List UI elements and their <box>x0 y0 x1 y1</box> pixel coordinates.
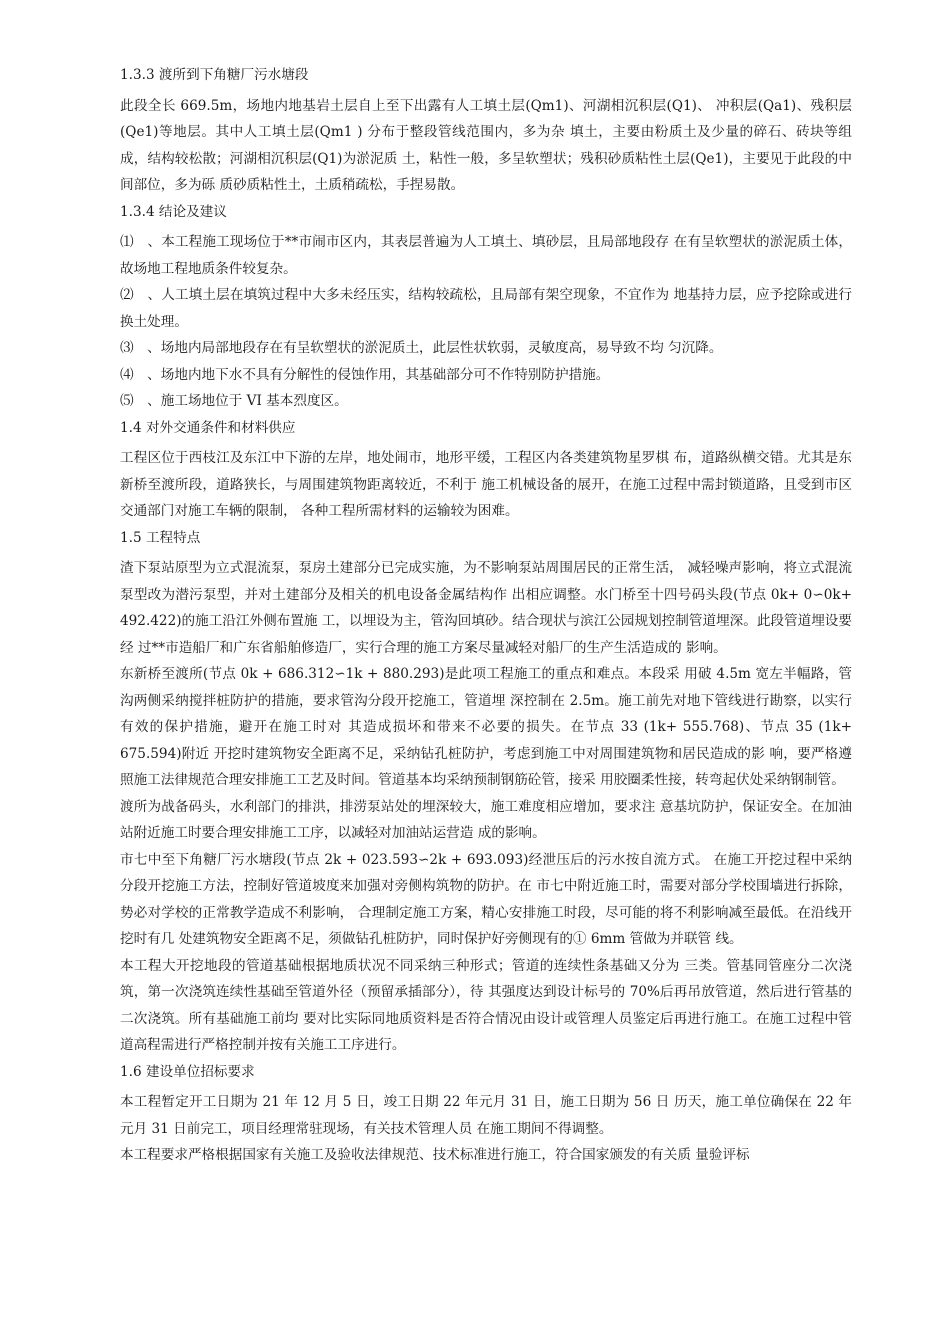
paragraph: 东新桥至渡所(节点 0k + 686.312∽1k + 880.293)是此项工程施工的重点和难点。本段采 用破 4.5m 宽左半幅路，管沟两侧采纳搅拌桩防护的措施，要求管沟分段开挖施工，管道埋 深控制在 2.5m。施工前先对地下管线进行勘察，以实行有效的保护措施，避开在施工时对 其造成损坏和带来不必要的损失。在节点 33 (1k+ 555.768)、节点 35 (1k+ 675.594)附近 开挖时建筑物安全距离不足，采纳钻孔桩防护，考虑到施工中对周围建筑物和居民造成的影 响，要严格遵照施工法律规范合理安排施工工艺及时间。管道基本均采纳预制钢筋砼管，接采 用胶圈柔性接，转弯起伏处采纳钢制管。 <box>120 666 852 788</box>
list-item: ⑷ 、场地内地下水不具有分解性的侵蚀作用，其基础部分可不作特别防护措施。 <box>120 366 610 383</box>
paragraph: 渡所为战备码头，水利部门的排洪，排涝泵站处的埋深较大，施工难度相应增加，要求注 意基坑防护，保证安全。在加油站附近施工时要合理安排施工工序，以减轻对加油站运营造 成的影响。 <box>120 798 852 841</box>
section-heading: 1.3.4 结论及建议 <box>120 203 227 220</box>
paragraph: 此段全长 669.5m，场地内地基岩土层自上至下出露有人工填土层(Qm1)、河湖相沉积层(Q1)、 冲积层(Qa1)、残积层(Qe1)等地层。其中人工填土层(Qm1 ) 分布于整段管线范围内，多为杂 填土，主要由粉质土及少量的碎石、砖块等组成，结构较松散；河湖相沉积层(Q1)为淤泥质 土，粘性一般，多呈软塑状；残积砂质粘性土层(Qe1)，主要见于此段的中间部位，多为砾 质砂质粘性土，土质稍疏松，手捏易散。 <box>120 97 852 193</box>
paragraph: 本工程大开挖地段的管道基础根据地质状况不同采纳三种形式；管道的连续性条基础又分为 三类。管基同管座分二次浇筑，第一次浇筑连续性基础至管道外径（预留承插部分），待 其强度达到设计标号的 70%后再吊放管道，然后进行管基的二次浇筑。所有基础施工前均 要对比实际同地质资料是否符合情况由设计或管理人员鉴定后再进行施工。在施工过程中管 道高程需进行严格控制并按有关施工工序进行。 <box>120 957 852 1053</box>
section-heading: 1.4 对外交通条件和材料供应 <box>120 419 296 436</box>
list-item: ⑸ 、施工场地位于 VI 基本烈度区。 <box>120 393 348 409</box>
paragraph: 工程区位于西枝江及东江中下游的左岸，地处闹市，地形平缓，工程区内各类建筑物星罗棋 布，道路纵横交错。尤其是东新桥至渡所段，道路狭长，与周围建筑物距离较近，不利于 施工机械设备的展开，在施工过程中需封锁道路，且受到市区交通部门对施工车辆的限制， 各种工程所需材料的运输较为困难。 <box>120 450 852 519</box>
section-1-4 <box>120 415 852 525</box>
document-page <box>120 62 852 1169</box>
list-item: ⑶ 、场地内局部地段存在有呈软塑状的淤泥质土，此层性状软弱，灵敏度高，易导致不均 匀沉降。 <box>120 340 723 356</box>
section-heading: 1.6 建设单位招标要求 <box>120 1063 255 1080</box>
section-1-3-3 <box>120 62 852 199</box>
paragraph: 市七中至下角糖厂污水塘段(节点 2k + 023.593∽2k + 693.093)经泄压后的污水按自流方式。 在施工开挖过程中采纳分段开挖施工方法，控制好管道坡度来加强对旁侧构筑物的防护。在 市七中附近施工时，需要对部分学校围墙进行拆除，势必对学校的正常教学造成不利影响， 合理制定施工方案，精心安排施工时段，尽可能的将不利影响减至最低。在沿线开挖时有几 处建筑物安全距离不足，须做钻孔桩防护，同时保护好旁侧现有的① 6mm 管做为并联管 线。 <box>120 851 852 947</box>
paragraph: 本工程要求严格根据国家有关施工及验收法律规范、技术标准进行施工，符合国家颁发的有关质 量验评标 <box>120 1147 750 1163</box>
list-item: ⑵ 、人工填土层在填筑过程中大多未经压实，结构较疏松，且局部有架空现象，不宜作为 地基持力层，应予挖除或进行换土处理。 <box>120 287 852 330</box>
section-heading: 1.5 工程特点 <box>120 529 201 546</box>
section-heading: 1.3.3 渡所到下角糖厂污水塘段 <box>120 67 309 83</box>
section-1-5 <box>120 525 852 1059</box>
paragraph: 渣下泵站原型为立式混流泵，泵房土建部分已完成实施，为不影响泵站周围居民的正常生活， 减轻噪声影响，将立式混流泵型改为潜污泵型，并对土建部分及相关的机电设备金属结构作 出相应调整。水门桥至十四号码头段(节点 0k+ 0∽0k+ 492.422)的施工沿江外侧布置施 工，以埋设为主，管沟回填砂。结合现状与滨江公园规划控制管道埋深。此段管道埋设要经 过**市造船厂和广东省船舶修造厂，实行合理的施工方案尽量减轻对船厂的生产生活造成的 影响。 <box>120 560 852 656</box>
paragraph: 本工程暂定开工日期为 21 年 12 月 5 日，竣工日期 22 年元月 31 日，施工日期为 56 日 历天，施工单位确保在 22 年元月 31 日前完工，项目经理常驻现场，有关技术管理人员 在施工期间不得调整。 <box>120 1094 852 1137</box>
section-1-3-4 <box>120 199 852 415</box>
list-item: ⑴ 、本工程施工现场位于**市闹市区内，其表层普遍为人工填土、填砂层，且局部地段存 在有呈软塑状的淤泥质土体，故场地工程地质条件较复杂。 <box>120 234 852 277</box>
section-1-6 <box>120 1059 852 1169</box>
